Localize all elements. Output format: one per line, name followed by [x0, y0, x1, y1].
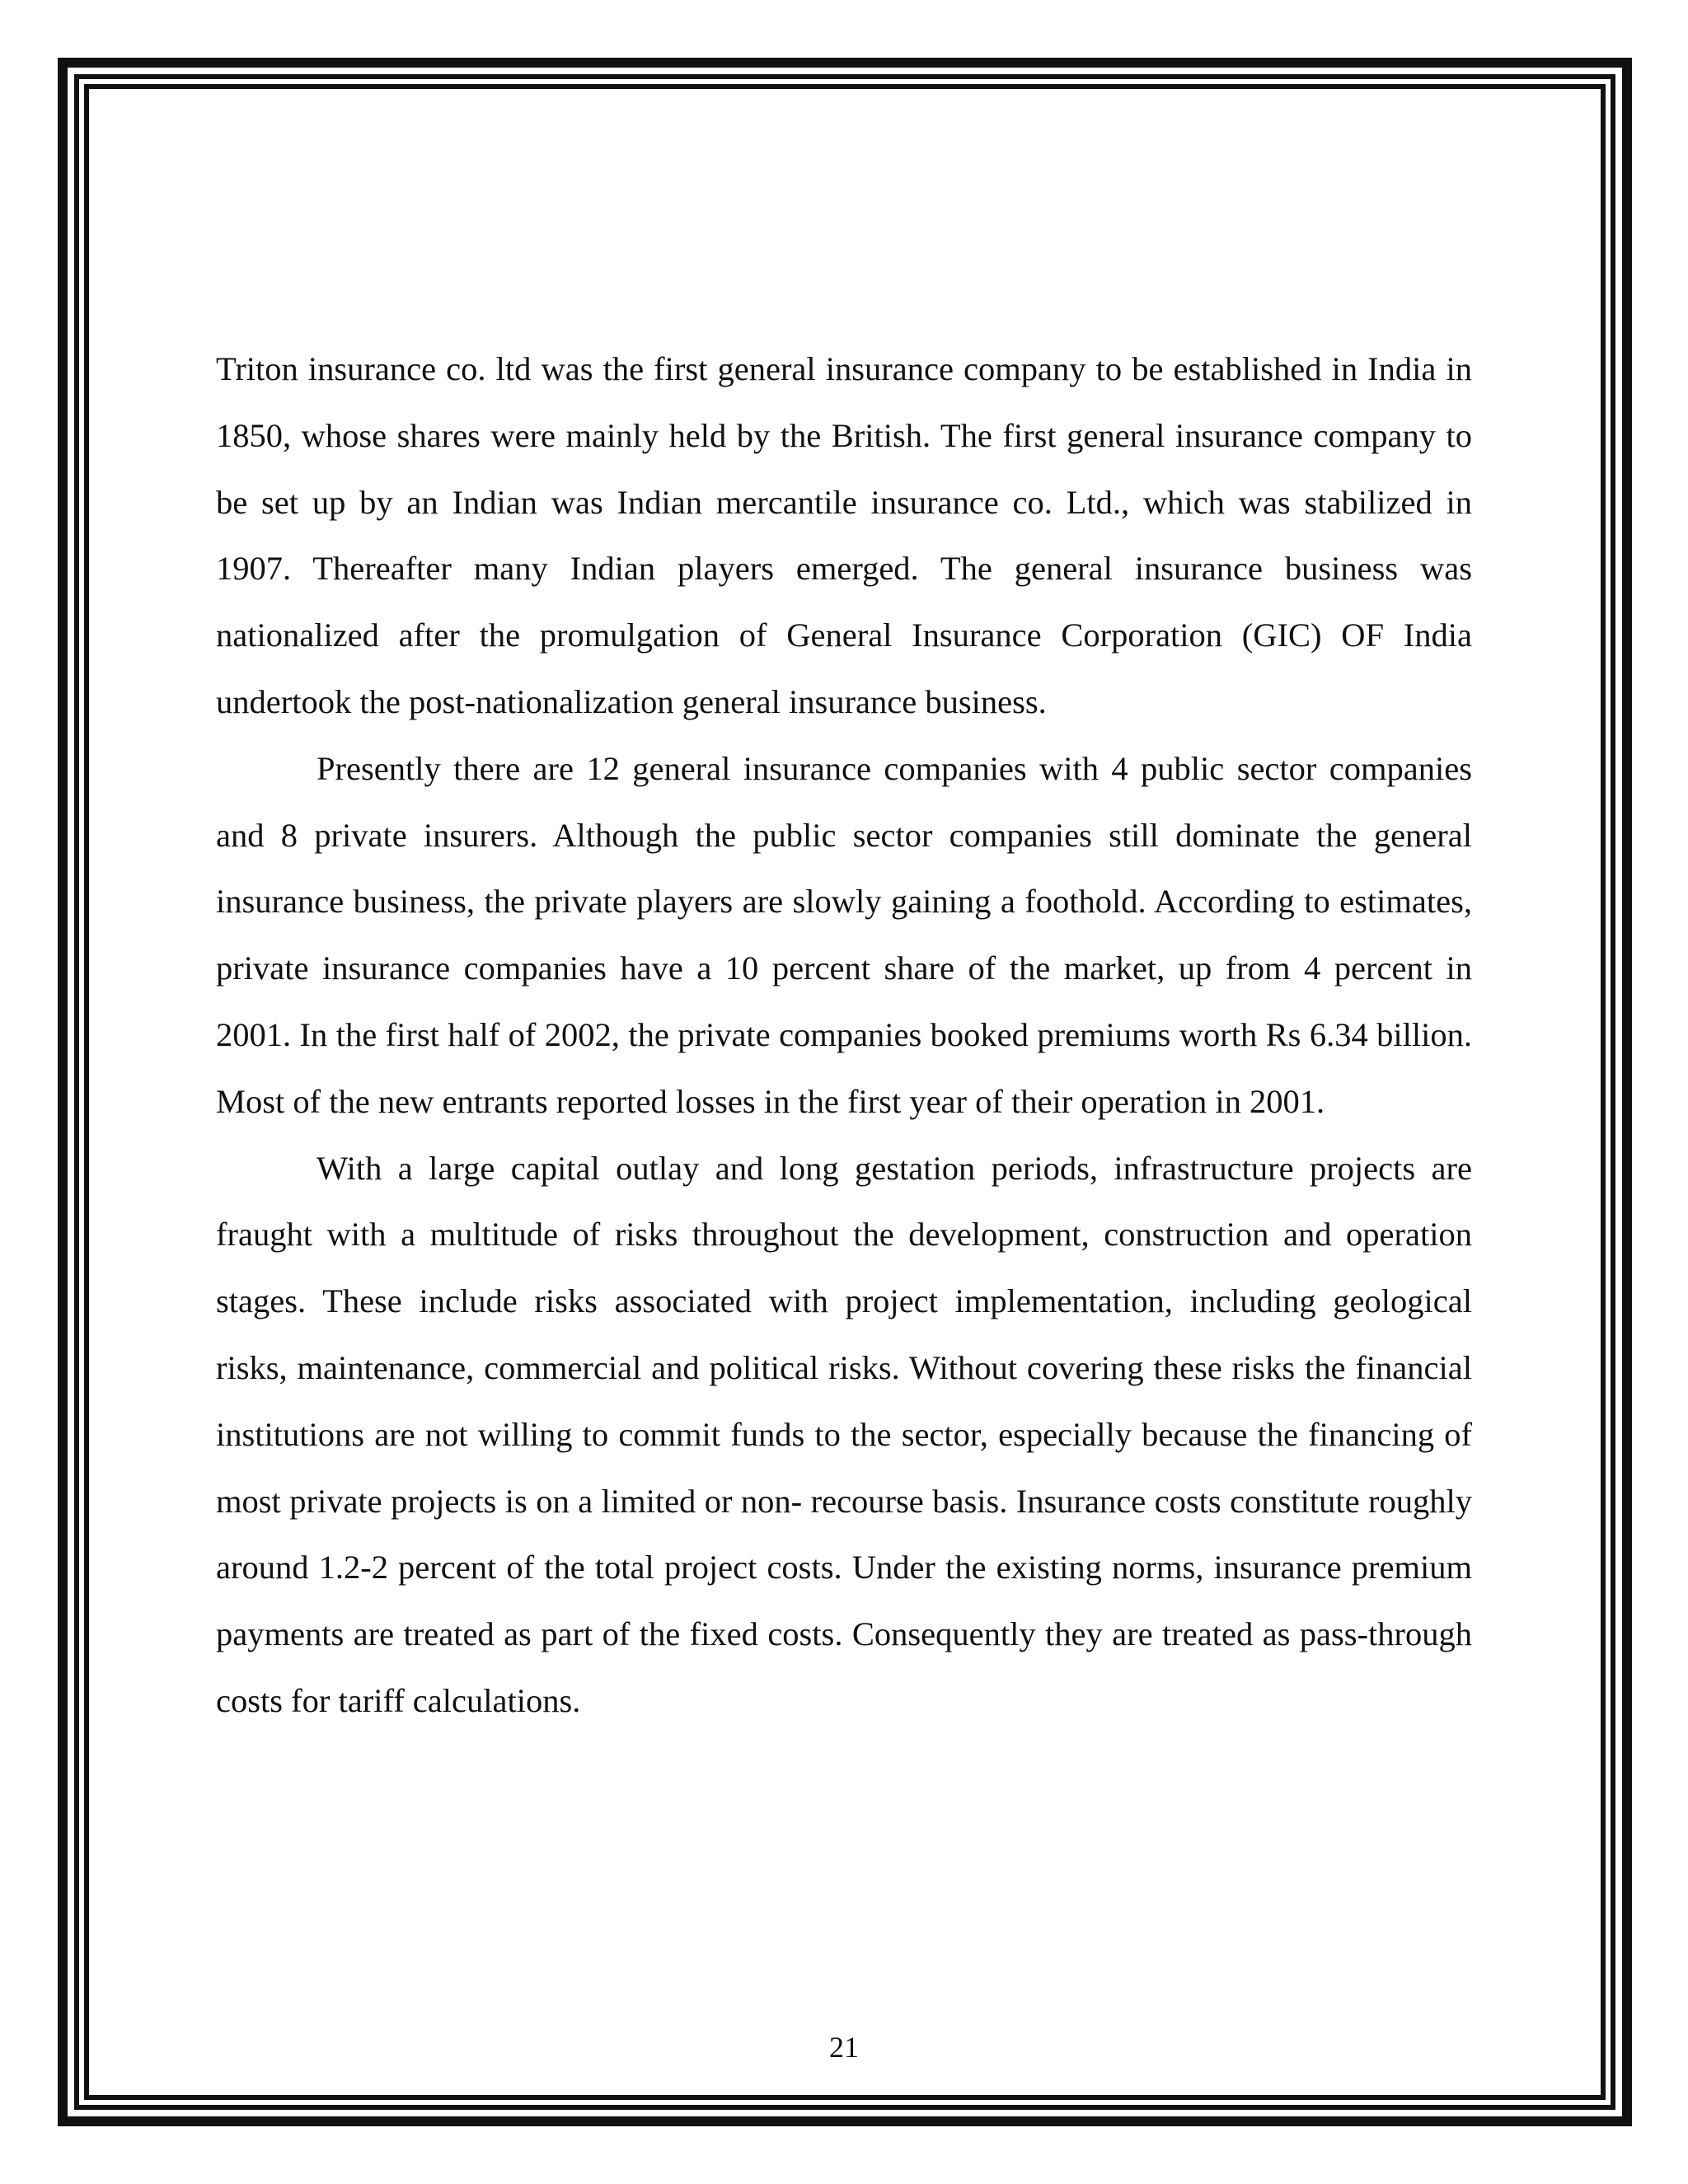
- page-number: 21: [829, 2031, 859, 2064]
- paragraph-infrastructure-risks: With a large capital outlay and long gestation periods, infrastructure projects are fraught with a multitude of risks throughout the development, construction and operation stages. These include risks associated with project implementation, including geological risks, maintenance, commercial and political risks. Without covering these risks the financial institutions are not willing to commit funds to the sector, especially because the financing of most private projects is on a limited or non- recourse basis. Insurance costs constitute roughly around 1.2-2 percent of the total project costs. Under the existing norms, insurance premium payments are treated as part of the fixed costs. Consequently they are treated as pass-through costs for tariff calculations.: [216, 1149, 1472, 1719]
- body-text: [216, 336, 1472, 1735]
- paragraph-gic-history: Triton insurance co. ltd was the first general insurance company to be established in India in 1850, whose shares were mainly held by the British. The first general insurance company to be set up by an Indian was Indian mercantile insurance co. Ltd., which was stabilized in 1907. Thereafter many Indian players emerged. The general insurance business was nationalized after the promulgation of General Insurance Corporation (GIC) OF India undertook the post-nationalization general insurance business.: [216, 350, 1472, 720]
- paragraph-current-market: Presently there are 12 general insurance companies with 4 public sector companies and 8 private insurers. Although the public sector companies still dominate the general insurance business, the private players are slowly gaining a foothold. According to estimates, private insurance companies have a 10 percent share of the market, up from 4 percent in 2001. In the first half of 2002, the private companies booked premiums worth Rs 6.34 billion. Most of the new entrants reported losses in the first year of their operation in 2001.: [216, 749, 1472, 1120]
